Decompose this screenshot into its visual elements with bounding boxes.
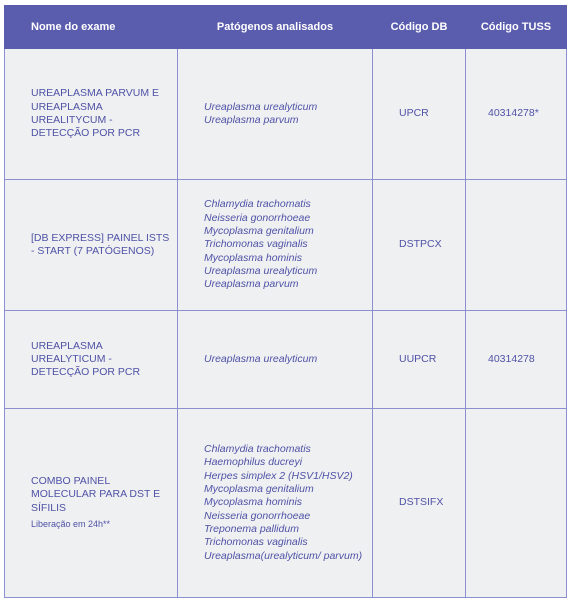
pathogen: Herpes simplex 2 (HSV1/HSV2) Mycoplasma genitalium xyxy=(204,469,353,496)
release-note: Liberação em 24h** xyxy=(31,518,111,529)
code-tuss-cell xyxy=(466,180,567,311)
pathogens-cell xyxy=(178,49,373,180)
exam-name: UREAPLASMA PARVUM E UREAPLASMA UREALITYCUM - DETECÇÃO POR PCR xyxy=(31,87,159,140)
exam-name: [DB EXPRESS] PAINEL ISTS - START (7 PATÓGENOS) xyxy=(31,231,170,257)
pathogen: Ureaplasma parvum xyxy=(204,114,299,126)
header-pathogens: Patógenos analisados xyxy=(178,6,373,49)
table-row xyxy=(5,49,567,180)
pathogens-cell xyxy=(178,409,373,598)
pathogen: Ureaplasma(urealyticum/ parvum) xyxy=(204,549,363,562)
code-tuss-cell: 40314278 xyxy=(466,311,567,409)
table-row xyxy=(5,409,567,598)
table-header xyxy=(5,6,567,49)
exam-name: UREAPLASMA UREALYTICUM - DETECÇÃO POR PCR xyxy=(31,339,141,379)
code-db-cell: DSTSIFX xyxy=(373,409,466,598)
pathogen: Ureaplasma urealyticum xyxy=(204,264,318,277)
pathogen: Trichomonas vaginalis xyxy=(204,238,308,251)
table-row xyxy=(5,180,567,311)
pathogen: Haemophilus ducreyi xyxy=(204,456,303,469)
code-db-cell: DSTPCX xyxy=(373,180,466,311)
pathogen: Ureaplasma urealyticum xyxy=(204,352,318,365)
pathogen: Chlamydia trachomatis xyxy=(204,198,311,211)
exam-table xyxy=(4,5,567,598)
header-exam-name: Nome do exame xyxy=(5,6,178,49)
exam-name-cell xyxy=(5,49,178,180)
header-code-tuss: Código TUSS xyxy=(466,6,567,49)
pathogen: Treponema pallidum xyxy=(204,522,299,535)
pathogen: Neisseria gonorrhoeae xyxy=(204,211,311,224)
code-db-cell: UPCR xyxy=(373,49,466,180)
exam-name-cell xyxy=(5,180,178,311)
header-code-db: Código DB xyxy=(373,6,466,49)
exam-name-cell xyxy=(5,311,178,409)
pathogen: Ureaplasma parvum xyxy=(204,278,299,291)
pathogen: Mycoplasma hominis xyxy=(204,251,303,264)
table-row xyxy=(5,311,567,409)
pathogen: Mycoplasma hominis xyxy=(204,496,303,509)
pathogen: Chlamydia trachomatis xyxy=(204,443,311,456)
exam-name-cell xyxy=(5,409,178,598)
pathogen: Mycoplasma genitalium xyxy=(204,225,314,238)
pathogen: Ureaplasma urealyticum xyxy=(204,100,318,113)
code-db-cell: UUPCR xyxy=(373,311,466,409)
code-tuss-cell: 40314278* xyxy=(466,49,567,180)
pathogens-cell xyxy=(178,311,373,409)
pathogen: Trichomonas vaginalis xyxy=(204,536,308,549)
pathogens-cell xyxy=(178,180,373,311)
exam-name: COMBO PAINEL MOLECULAR PARA DST E SÍFILIS xyxy=(31,474,161,514)
code-tuss-cell xyxy=(466,409,567,598)
pathogen: Neisseria gonorrhoeae xyxy=(204,509,311,522)
